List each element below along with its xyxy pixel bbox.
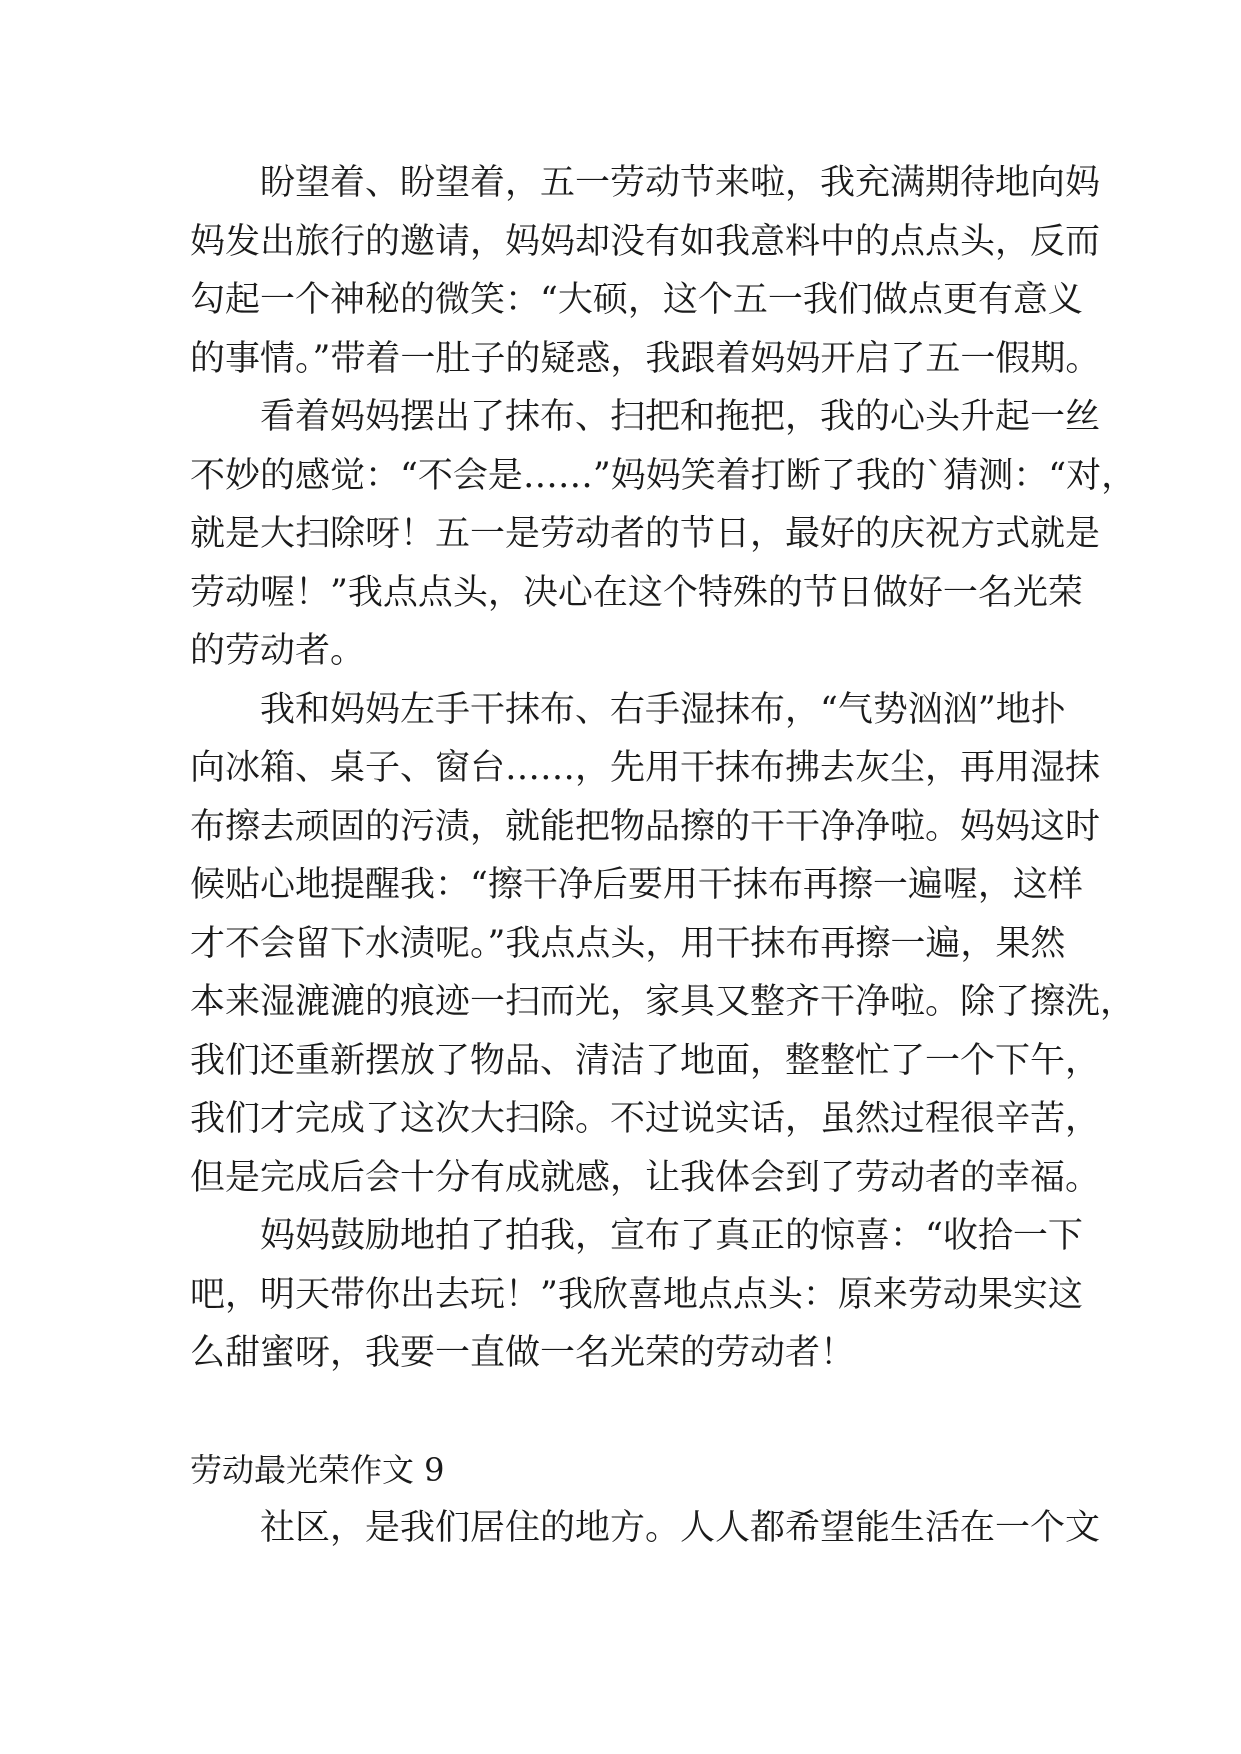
text-line: 吧，明天带你出去玩！”我欣喜地点点头：原来劳动果实这 [190, 1274, 1083, 1315]
text-line: 本来湿漉漉的痕迹一扫而光，家具又整齐干净啦。除了擦洗， [190, 982, 1136, 1022]
paragraph-2 [190, 388, 1137, 681]
section-heading: 劳动最光荣作文 9 [190, 1450, 445, 1489]
text-line: 候贴心地提醒我：“擦干净后要用干抹布再擦一遍喔，这样 [190, 865, 1083, 905]
text-line: 但是完成后会十分有成就感，让我体会到了劳动者的幸福。 [190, 1157, 1101, 1198]
text-line: 么甜蜜呀，我要一直做一名光荣的劳动者！ [190, 1333, 856, 1373]
text-line: 盼望着、盼望着，五一劳动节来啦，我充满期待地向妈 [260, 163, 1101, 203]
document-body [190, 154, 1137, 1558]
paragraph-5 [190, 1499, 1101, 1558]
text-line: 勾起一个神秘的微笑：“大硕，这个五一我们做点更有意义 [190, 280, 1083, 320]
text-line: 我们还重新摆放了物品、清洁了地面，整整忙了一个下午， [190, 1040, 1101, 1081]
paragraph-1 [190, 154, 1101, 388]
text-line: 妈妈鼓励地拍了拍我，宣布了真正的惊喜：“收拾一下 [260, 1216, 1083, 1256]
text-line: 才不会留下水渍呢。”我点点头，用干抹布再擦一遍，果然 [190, 923, 1066, 964]
text-line: 布擦去顽固的污渍，就能把物品擦的干干净净啦。妈妈这时 [190, 806, 1101, 847]
text-line: 我和妈妈左手干抹布、右手湿抹布，“气势汹汹”地扑 [260, 689, 1066, 730]
text-line: 看着妈妈摆出了抹布、扫把和拖把，我的心头升起一丝 [260, 397, 1101, 437]
paragraph-4 [190, 1207, 1083, 1383]
text-line: 的劳动者。 [190, 631, 366, 671]
text-line: 就是大扫除呀！五一是劳动者的节日，最好的庆祝方式就是 [190, 514, 1101, 554]
text-line: 向冰箱、桌子、窗台……，先用干抹布拂去灰尘，再用湿抹 [190, 748, 1101, 788]
text-line: 我们才完成了这次大扫除。不过说实话，虽然过程很辛苦， [190, 1099, 1101, 1139]
text-line: 不妙的感觉：“不会是……”妈妈笑着打断了我的`猜测：“对， [190, 455, 1137, 496]
paragraph-3 [190, 681, 1136, 1208]
text-line: 劳动喔！”我点点头，决心在这个特殊的节日做好一名光荣 [190, 572, 1083, 613]
section-spacer [190, 1383, 1070, 1441]
text-line: 的事情。”带着一肚子的疑惑，我跟着妈妈开启了五一假期。 [190, 338, 1101, 379]
text-line: 社区，是我们居住的地方。人人都希望能生活在一个文 [260, 1508, 1101, 1548]
text-line: 妈发出旅行的邀请，妈妈却没有如我意料中的点点头，反而 [190, 221, 1101, 262]
